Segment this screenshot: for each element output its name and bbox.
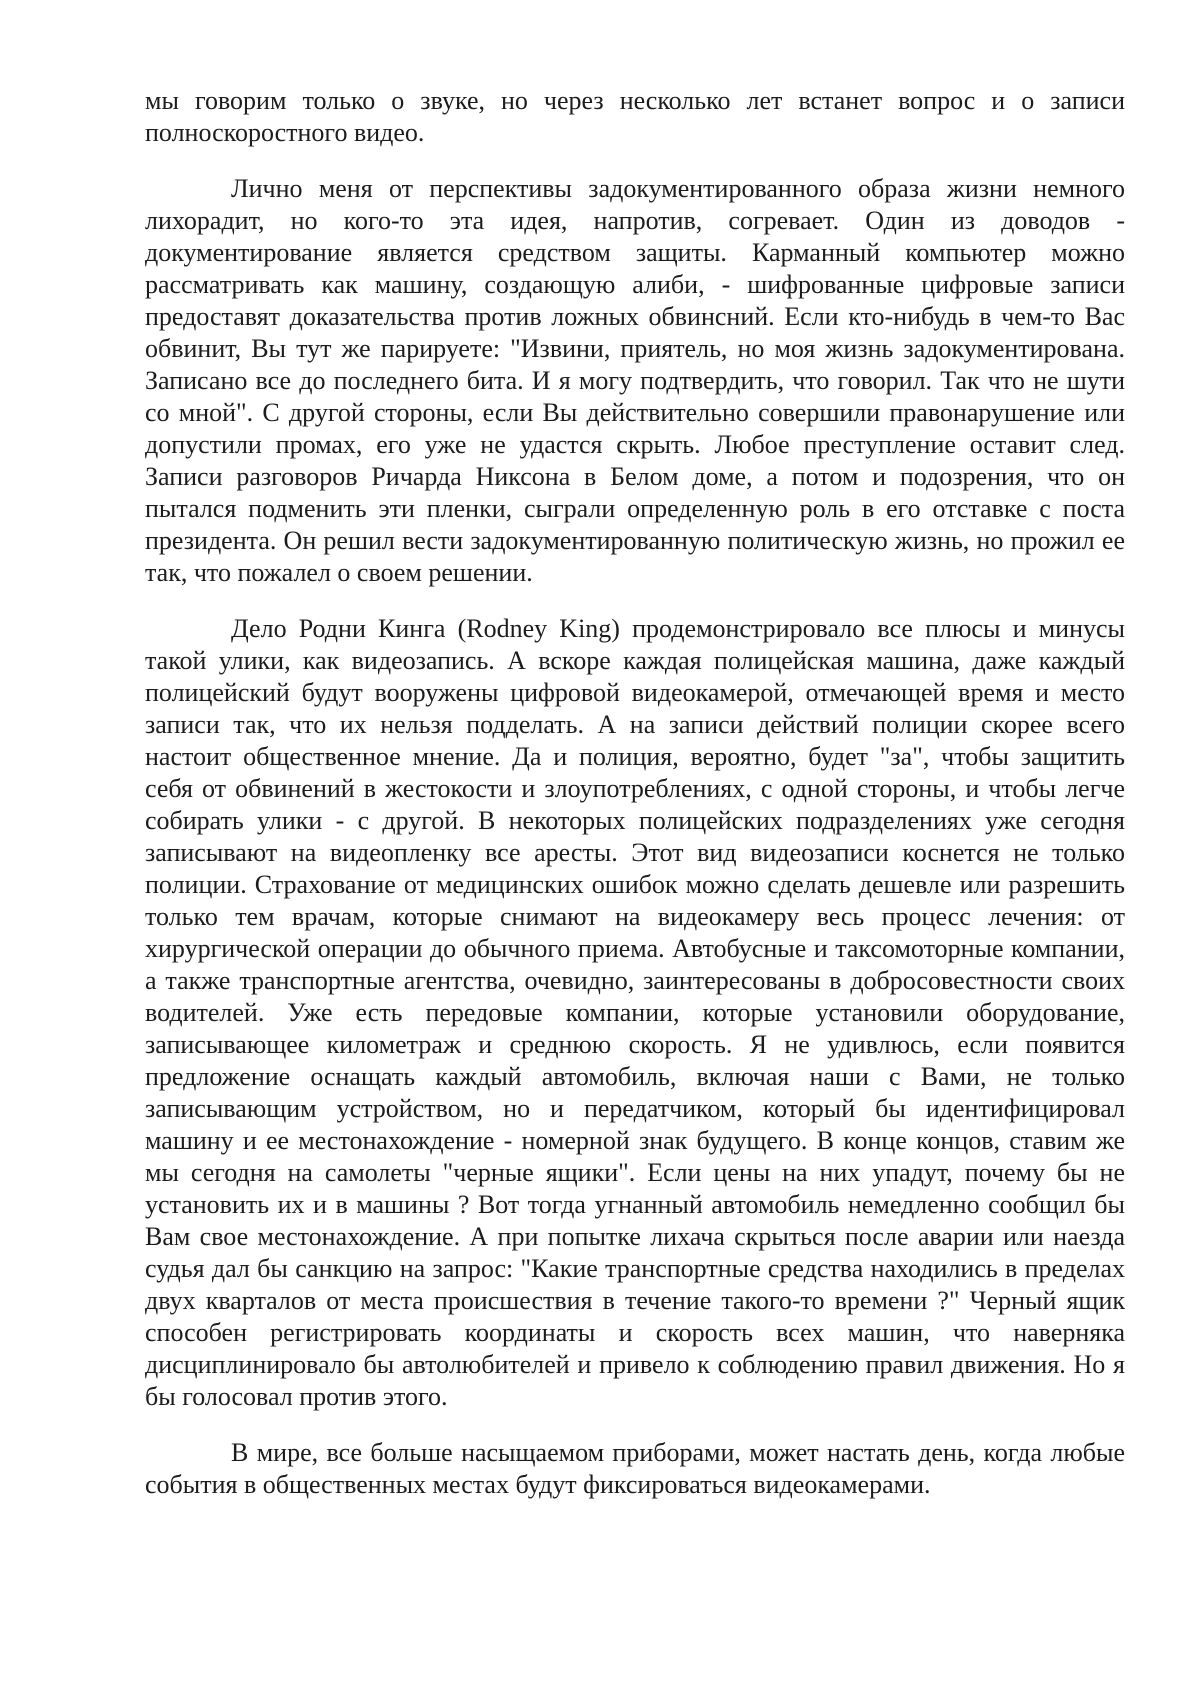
body-text xyxy=(145,85,1125,1501)
paragraph-documented-life: Лично меня от перспективы задокументированного образа жизни немного лихорадит, но кого-то эта идея, напротив, согревает. Один из доводов - документирование является средством защиты. Карманный компьютер можно рассматривать как машину, создающую алиби, - шифрованные цифровые записи предоставят доказательства против ложных обвинсний. Если кто-нибудь в чем-то Вас обвинит, Вы тут же парируете: "Извини, приятель, но моя жизнь задокументирована. Записано все до последнего бита. И я могу подтвердить, что говорил. Так что не шути со мной". С другой стороны, если Вы действительно совершили правонарушение или допустили промах, его уже не удастся скрыть. Любое преступление оставит след. Записи разговоров Ричарда Никсона в Белом доме, а потом и подозрения, что он пытался подменить эти пленки, сыграли определенную роль в его отставке с поста президента. Он решил вести задокументированную политическую жизнь, но прожил ее так, что пожалел о своем решении. xyxy=(145,174,1125,587)
paragraph-continued: мы говорим только о звуке, но через несколько лет встанет вопрос и о записи полноскоростного видео. xyxy=(145,86,1125,147)
paragraph-rodney-king: Дело Родни Кинга (Rodney King) продемонстрировало все плюсы и минусы такой улики, как видеозапись. А вскоре каждая полицейская машина, даже каждый полицейский будут вооружены цифровой видеокамерой, отмечающей время и место записи так, что их нельзя подделать. А на записи действий полиции скорее всего настоит общественное мнение. Да и полиция, вероятно, будет "за", чтобы защитить себя от обвинений в жестокости и злоупотреблениях, с одной стороны, и чтобы легче собирать улики - с другой. В некоторых полицейских подразделениях уже сегодня записывают на видеопленку все аресты. Этот вид видеозаписи коснется не только полиции. Страхование от медицинских ошибок можно сделать дешевле или разрешить только тем врачам, которые снимают на видеокамеру весь процесс лечения: от хирургической операции до обычного приема. Автобусные и таксомоторные компании, а также транспортные агентства, очевидно, заинтересованы в добросовестности своих водителей. Уже есть передовые компании, которые установили оборудование, записывающее километраж и среднюю скорость. Я не удивлюсь, если появится предложение оснащать каждый автомобиль, включая наши с Вами, не только записывающим устройством, но и передатчиком, который бы идентифицировал машину и ее местонахождение - номерной знак будущего. В конце концов, ставим же мы сегодня на самолеты "черные ящики". Если цены на них упадут, почему бы не установить их и в машины ? Вот тогда угнанный автомобиль немедленно сообщил бы Вам свое местонахождение. А при попытке лихача скрыться после аварии или наезда судья дал бы санкцию на запрос: "Какие транспортные средства находились в пределах двух кварталов от места происшествия в течение такого-то времени ?" Черный ящик способен регистрировать координаты и скорость всех машин, что наверняка дисциплинировало бы автолюбителей и привело к соблюдению правил движения. Но я бы голосовал против этого. xyxy=(145,614,1125,1411)
paragraph-cameras-world: В мире, все больше насыщаемом приборами, может настать день, когда любые события в общественных местах будут фиксироваться видеокамерами. xyxy=(145,1438,1125,1499)
